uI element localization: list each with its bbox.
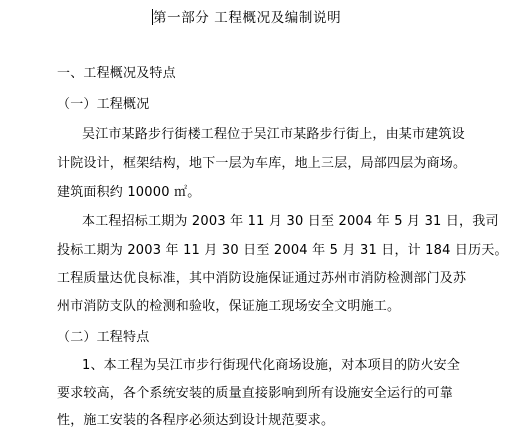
paragraph-1-line-2: 计院设计，框架结构，地下一层为车库，地上三层，局部四层为商场。 xyxy=(57,156,467,171)
section-heading: 一、工程概况及特点 xyxy=(57,66,176,81)
paragraph-3-line-2: 要求较高，各个系统安装的质量直接影响到所有设施安全运行的可靠 xyxy=(57,386,454,401)
paragraph-3-line-1: 1、本工程为吴江市步行街现代化商场设施，对本项目的防火安全 xyxy=(82,358,461,373)
paragraph-2-line-4: 州市消防支队的检测和验收，保证施工现场安全文明施工。 xyxy=(57,299,401,314)
paragraph-2-line-2: 投标工期为 2003 年 11 月 30 日至 2004 年 5 月 31 日，计 184 日历天。 xyxy=(57,243,508,258)
paragraph-1-line-3: 建筑面积约 10000 ㎡。 xyxy=(57,185,201,200)
paragraph-2-line-1: 本工程招标工期为 2003 年 11 月 30 日至 2004 年 5 月 31 日，我司 xyxy=(82,214,499,229)
document-title: 第一部分 工程概况及编制说明 xyxy=(153,10,342,26)
paragraph-3-line-3: 性，施工安装的各程序必须达到设计规范要求。 xyxy=(57,413,335,428)
paragraph-2-line-3: 工程质量达优良标准，其中消防设施保证通过苏州市消防检测部门及苏 xyxy=(57,271,467,286)
subsection-heading-overview: （一）工程概况 xyxy=(57,97,150,112)
paragraph-1-line-1: 吴江市某路步行街楼工程位于吴江市某路步行街上，由某市建筑设 xyxy=(82,127,465,142)
subsection-heading-features: （二）工程特点 xyxy=(57,330,150,345)
